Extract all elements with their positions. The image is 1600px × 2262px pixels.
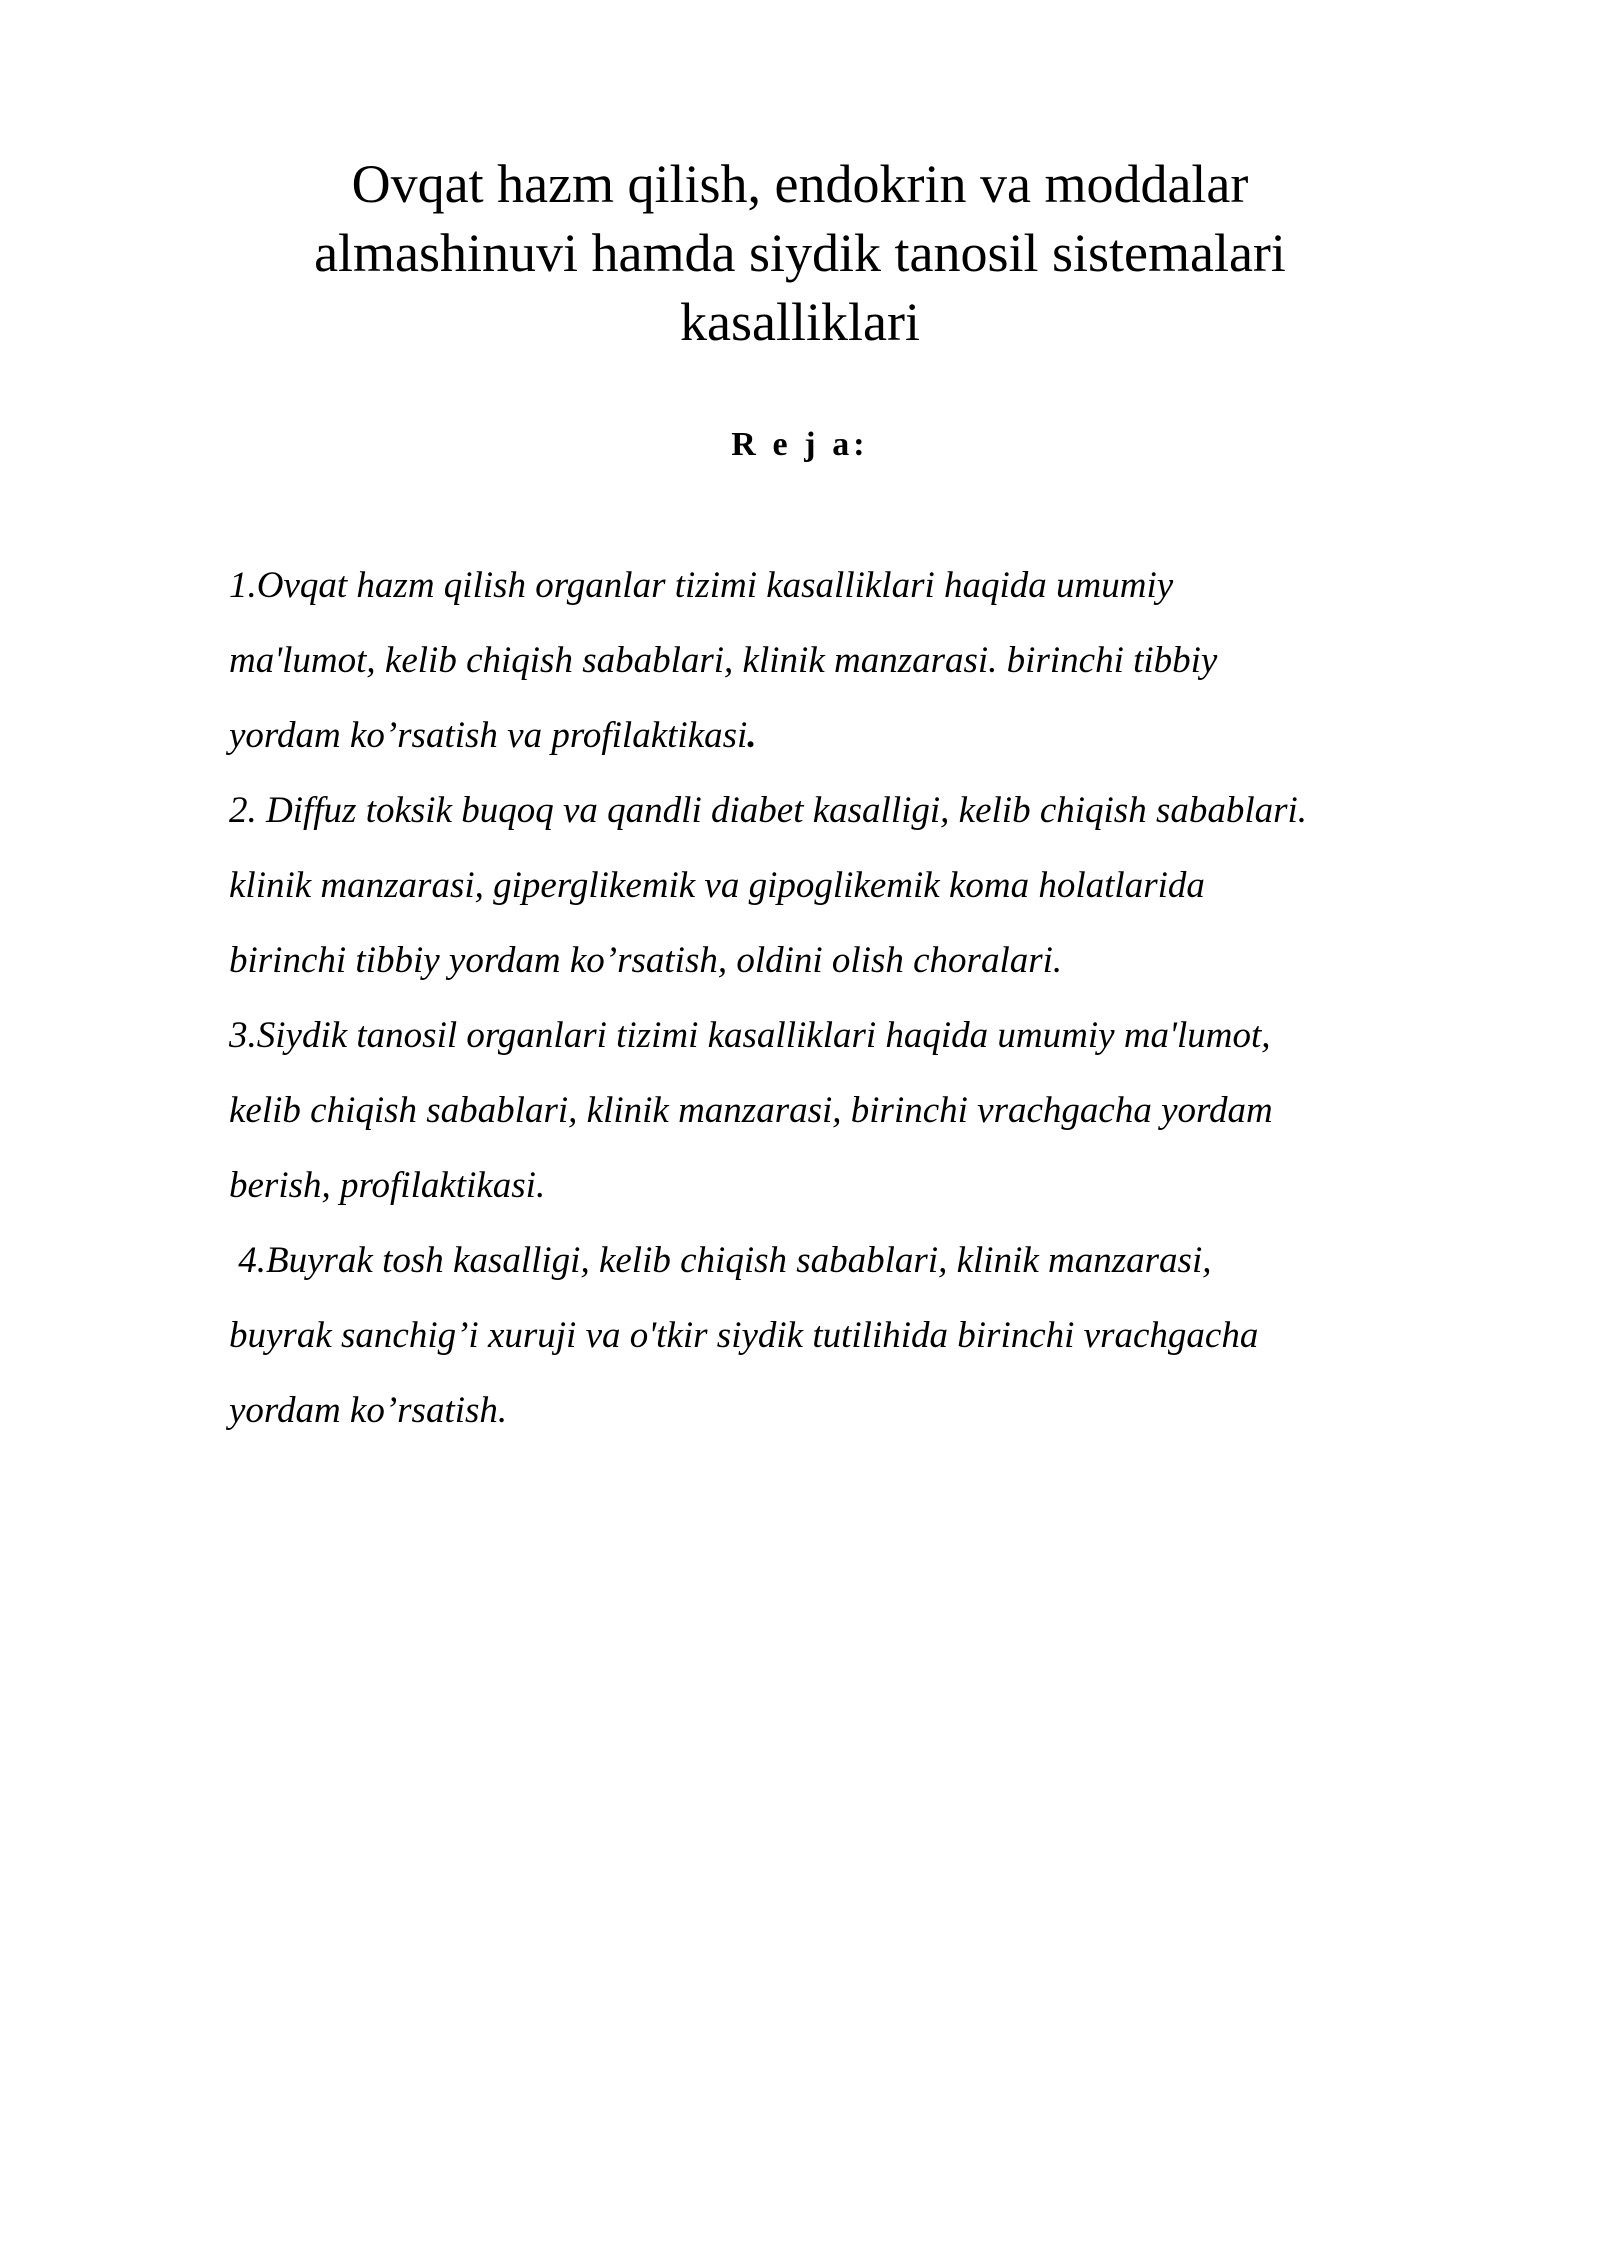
title-line: almashinuvi hamda siydik tanosil sistemalari (314, 223, 1286, 283)
plan-line: birinchi tibbiy yordam ko’rsatish, oldini olish choralari. (229, 940, 1063, 981)
plan-line: klinik manzarasi, giperglikemik va gipoglikemik koma holatlarida (229, 865, 1205, 906)
plan-heading: R e j a: (731, 426, 869, 463)
plan-line: ma'lumot, kelib chiqish sabablari, klinik manzarasi. birinchi tibbiy (229, 640, 1218, 681)
title-line: kasalliklari (680, 292, 920, 352)
document-title (280, 150, 1320, 357)
plan-line: kelib chiqish sabablari, klinik manzarasi, birinchi vrachgacha yordam (229, 1090, 1273, 1131)
plan-line-period: . (747, 715, 757, 756)
plan-line: 4.Buyrak tosh kasalligi, kelib chiqish sabablari, klinik manzarasi, (229, 1240, 1212, 1281)
plan-line: buyrak sanchig’i xuruji va o'tkir siydik tutilihida birinchi vrachgacha (229, 1315, 1259, 1356)
plan-line: 3.Siydik tanosil organlari tizimi kasalliklari haqida umumiy ma'lumot, (229, 1015, 1271, 1056)
title-line: Ovqat hazm qilish, endokrin va moddalar (351, 154, 1249, 214)
plan-line: berish, profilaktikasi. (229, 1165, 546, 1206)
plan-line: 2. Diffuz toksik buqoq va qandli diabet kasalligi, kelib chiqish sabablari. (229, 790, 1308, 831)
plan-list (229, 548, 1529, 1448)
plan-line (229, 698, 1529, 773)
plan-line: yordam ko’rsatish. (229, 1390, 508, 1431)
plan-line-text: yordam ko’rsatish va profilaktikasi (229, 715, 748, 756)
plan-line: 1.Ovqat hazm qilish organlar tizimi kasalliklari haqida umumiy (229, 565, 1174, 606)
